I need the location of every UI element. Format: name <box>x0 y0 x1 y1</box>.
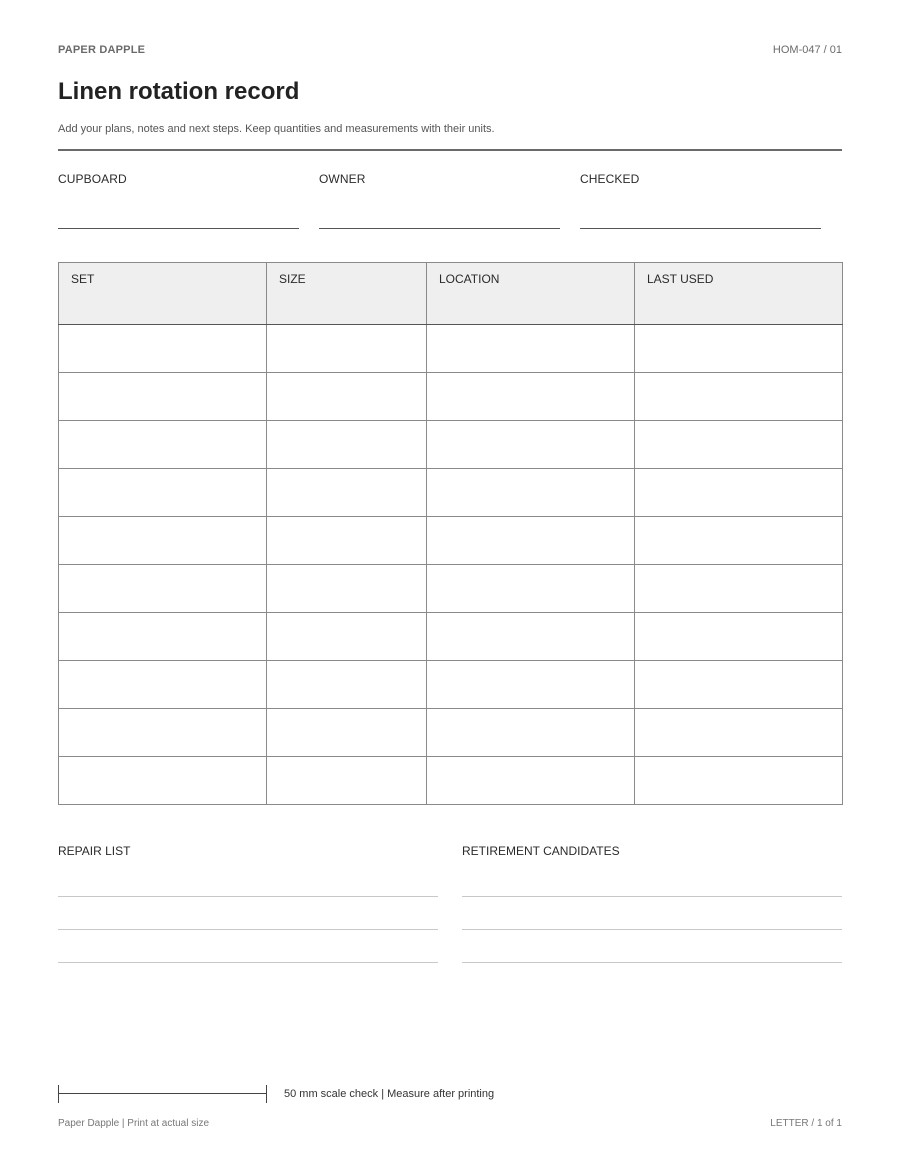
header-divider <box>58 149 842 151</box>
table-row <box>59 469 843 517</box>
cell-set[interactable] <box>59 373 267 421</box>
cell-location[interactable] <box>427 613 635 661</box>
cell-set[interactable] <box>59 757 267 805</box>
table-row <box>59 373 843 421</box>
cell-last-used[interactable] <box>635 661 843 709</box>
cell-set[interactable] <box>59 469 267 517</box>
column-header-set: SET <box>59 263 267 325</box>
checked-write-line[interactable] <box>580 228 821 229</box>
retirement-candidates-line[interactable] <box>462 929 842 930</box>
cell-set[interactable] <box>59 421 267 469</box>
cell-last-used[interactable] <box>635 421 843 469</box>
cell-last-used[interactable] <box>635 517 843 565</box>
cell-location[interactable] <box>427 469 635 517</box>
page-subtitle: Add your plans, notes and next steps. Keep quantities and measurements with their units. <box>58 123 495 135</box>
repair-list-line[interactable] <box>58 896 438 897</box>
table-row <box>59 709 843 757</box>
repair-list-label: REPAIR LIST <box>58 844 131 858</box>
repair-list-section <box>58 844 438 858</box>
retirement-candidates-label: RETIREMENT CANDIDATES <box>462 844 620 858</box>
scale-check-bar <box>58 1085 267 1103</box>
column-header-location: LOCATION <box>427 263 635 325</box>
footer-page-info: LETTER / 1 of 1 <box>770 1118 842 1129</box>
table-row <box>59 421 843 469</box>
cell-size[interactable] <box>267 325 427 373</box>
cell-last-used[interactable] <box>635 469 843 517</box>
cell-last-used[interactable] <box>635 613 843 661</box>
checked-field[interactable] <box>580 172 821 186</box>
form-code: HOM-047 / 01 <box>772 44 842 56</box>
cell-set[interactable] <box>59 661 267 709</box>
cell-set[interactable] <box>59 613 267 661</box>
table-row <box>59 517 843 565</box>
cell-last-used[interactable] <box>635 325 843 373</box>
table-row <box>59 661 843 709</box>
cell-location[interactable] <box>427 517 635 565</box>
table-row <box>59 565 843 613</box>
cupboard-label: CUPBOARD <box>58 172 127 186</box>
cell-size[interactable] <box>267 757 427 805</box>
cell-size[interactable] <box>267 565 427 613</box>
worksheet-page <box>58 0 842 1165</box>
cell-last-used[interactable] <box>635 373 843 421</box>
cell-location[interactable] <box>427 757 635 805</box>
cell-location[interactable] <box>427 661 635 709</box>
cell-location[interactable] <box>427 709 635 757</box>
repair-list-line[interactable] <box>58 929 438 930</box>
cell-set[interactable] <box>59 517 267 565</box>
brand-name: PAPER DAPPLE <box>58 44 146 56</box>
cell-location[interactable] <box>427 373 635 421</box>
column-header-size: SIZE <box>267 263 427 325</box>
cell-size[interactable] <box>267 517 427 565</box>
cupboard-field[interactable] <box>58 172 299 186</box>
table-row <box>59 757 843 805</box>
cell-last-used[interactable] <box>635 565 843 613</box>
owner-write-line[interactable] <box>319 228 560 229</box>
table-row <box>59 325 843 373</box>
owner-field[interactable] <box>319 172 560 186</box>
page-title: Linen rotation record <box>58 78 300 105</box>
cell-set[interactable] <box>59 709 267 757</box>
cell-last-used[interactable] <box>635 709 843 757</box>
cell-size[interactable] <box>267 373 427 421</box>
scale-check-text: 50 mm scale check | Measure after printing <box>284 1088 495 1100</box>
cupboard-write-line[interactable] <box>58 228 299 229</box>
owner-label: OWNER <box>319 172 366 186</box>
cell-location[interactable] <box>427 421 635 469</box>
cell-set[interactable] <box>59 565 267 613</box>
cell-location[interactable] <box>427 325 635 373</box>
retirement-candidates-line[interactable] <box>462 896 842 897</box>
cell-set[interactable] <box>59 325 267 373</box>
cell-size[interactable] <box>267 421 427 469</box>
table-header-row <box>59 263 843 325</box>
retirement-candidates-line[interactable] <box>462 962 842 963</box>
table-row <box>59 613 843 661</box>
cell-size[interactable] <box>267 469 427 517</box>
linen-table <box>58 262 843 805</box>
repair-list-line[interactable] <box>58 962 438 963</box>
cell-size[interactable] <box>267 613 427 661</box>
footer-print-note: Paper Dapple | Print at actual size <box>58 1118 210 1129</box>
cell-location[interactable] <box>427 565 635 613</box>
cell-size[interactable] <box>267 661 427 709</box>
checked-label: CHECKED <box>580 172 640 186</box>
column-header-last-used: LAST USED <box>635 263 843 325</box>
cell-size[interactable] <box>267 709 427 757</box>
retirement-candidates-section <box>462 844 842 858</box>
cell-last-used[interactable] <box>635 757 843 805</box>
